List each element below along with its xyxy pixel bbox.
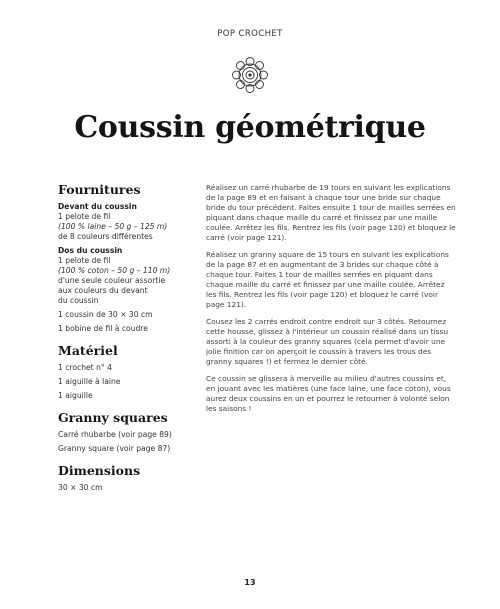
section-granny	[58, 411, 193, 454]
devant-line: de 8 couleurs différentes	[58, 232, 153, 241]
dimensions-value: 30 × 30 cm	[58, 483, 103, 492]
section-materiel	[58, 344, 193, 401]
instruction-paragraph: Réalisez un granny square de 15 tours en suivant les explications de la page 87 et en augmentant de 3 brides sur chaque côté à chaque tour. Faites 1 tour de mailles serrées en piquant dans chaque maille du carré et finissez par une maille coulée. Arrêtez les fils. Rentrez les fils (voir page 120) et bloquez le carré (voir page 121).	[206, 250, 449, 309]
heading-fournitures: Fournitures	[58, 182, 141, 197]
dos-line: d'une seule couleur assortie	[58, 276, 166, 285]
section-dimensions	[58, 464, 193, 493]
section-fournitures	[58, 183, 193, 334]
dos-line: 1 pelote de fil	[58, 256, 111, 265]
sidebar-supplies	[58, 183, 193, 503]
dos-line: (100 % coton – 50 g – 110 m)	[58, 266, 171, 275]
instruction-paragraph: Réalisez un carré rhubarbe de 19 tours en suivant les explications de la page 89 et en faisant à chaque tour une bride sur chaque bride du tour précédent. Faites ensuite 1 tour de mailles serrées en piquant dans chaque maille du carré et finissez par une maille coulée. Arrêtez les fils. Rentrez les fils (voir page 120) et bloquez le carré (voir page 121).	[206, 183, 456, 242]
materiel-item: 1 crochet n° 4	[58, 363, 112, 372]
granny-item: Carré rhubarbe (voir page 89)	[58, 430, 172, 439]
instruction-paragraph: Ce coussin se glissera à merveille au milieu d'autres coussins et, en jouant avec les matières (une face laine, une face coton), vous aurez deux coussins en un et pourrez le retourner à volonté selon les saisons !	[206, 374, 451, 413]
supply-bobine: 1 bobine de fil à coudre	[58, 324, 148, 333]
materiel-item: 1 aiguille	[58, 391, 93, 400]
crochet-flower-icon	[230, 55, 270, 95]
materiel-item: 1 aiguille à laine	[58, 377, 121, 386]
devant-line: 1 pelote de fil	[58, 212, 111, 221]
heading-granny: Granny squares	[58, 410, 168, 425]
dos-line: aux couleurs du devant	[58, 286, 148, 295]
instructions	[206, 183, 456, 421]
supply-coussin: 1 coussin de 30 × 30 cm	[58, 310, 153, 319]
subheading-dos: Dos du coussin	[58, 246, 123, 255]
granny-item: Granny square (voir page 87)	[58, 444, 171, 453]
page-title: Coussin géométrique	[74, 110, 426, 145]
heading-dimensions: Dimensions	[58, 463, 141, 478]
page-number: 13	[244, 578, 256, 587]
running-header: POP CROCHET	[217, 29, 283, 39]
subheading-devant: Devant du coussin	[58, 202, 137, 211]
dos-line: du coussin	[58, 296, 99, 305]
instruction-paragraph: Cousez les 2 carrés endroit contre endroit sur 3 côtés. Retournez cette housse, glissez à l'intérieur un coussin réalisé dans un tissu assorti à la couleur des granny squares (cela permet d'avoir une jolie finition car on aperçoit le coussin à travers les trous des granny squares !) et fermez le dernier côté.	[206, 317, 449, 366]
devant-line: (100 % laine – 50 g – 125 m)	[58, 222, 168, 231]
heading-materiel: Matériel	[58, 343, 118, 358]
